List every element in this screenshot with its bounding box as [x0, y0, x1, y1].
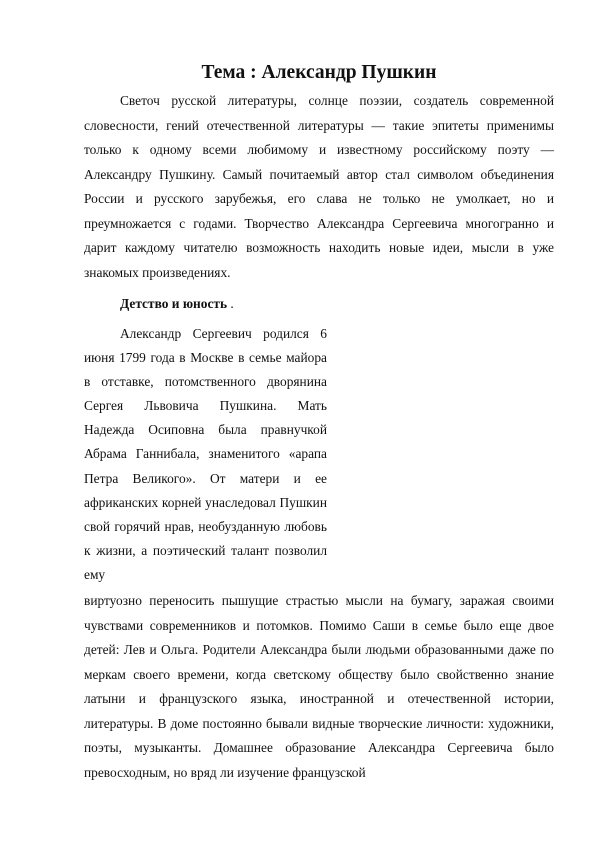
intro-paragraph	[84, 89, 554, 285]
section-heading-text: Детство и юность	[120, 296, 228, 311]
section-heading	[120, 292, 420, 316]
intro-text: Светоч русской литературы, солнце поэзии, создатель современной словесности, гений отечественной литературы — такие эпитеты применимы только к одному всеми любимому и известному российскому поэту — Александру Пушкину. Самый почитаемый автор стал символом объединения России и русского зарубежья, его слава не только не умолкает, но и преумножается с годами. Творчество Александра Сергеевича многогранно и дарит каждому читателю возможность находить новые идеи, мысли в уже знакомых произведениях.	[84, 93, 554, 280]
document-title: Тема : Александр Пушкин	[201, 62, 437, 83]
column-text: Александр Сергеевич родился 6 июня 1799 года в Москве в семье майора в отставке, потомственного дворянина Сергея Львовича Пушкина. Мать Надежда Осиповна была правнучкой Абрама Ганнибала, знаменитого «арапа Петра Великого». От матери и ее африканских корней унаследовал Пушкин свой горячий нрав, необузданную любовь к жизни, а поэтический талант позволил ему	[84, 326, 327, 582]
section-heading-suffix: .	[227, 296, 234, 311]
continuation-paragraph: виртуозно переносить пышущие страстью мысли на бумагу, заражая своими чувствами современников и потомков. Помимо Саши в семье было еще двое детей: Лев и Ольга. Родители Александра были людьми образованными даже по меркам своего времени, когда светскому обществу было свойственно знание латыни и французского языка, иностранной и отечественной истории, литературы. В доме постоянно бывали видные творческие личности: художники, поэты, музыканты. Домашнее образование Александра Сергеевича было превосходным, но вряд ли изучение французской	[84, 593, 554, 780]
narrow-column-paragraph	[84, 322, 327, 587]
